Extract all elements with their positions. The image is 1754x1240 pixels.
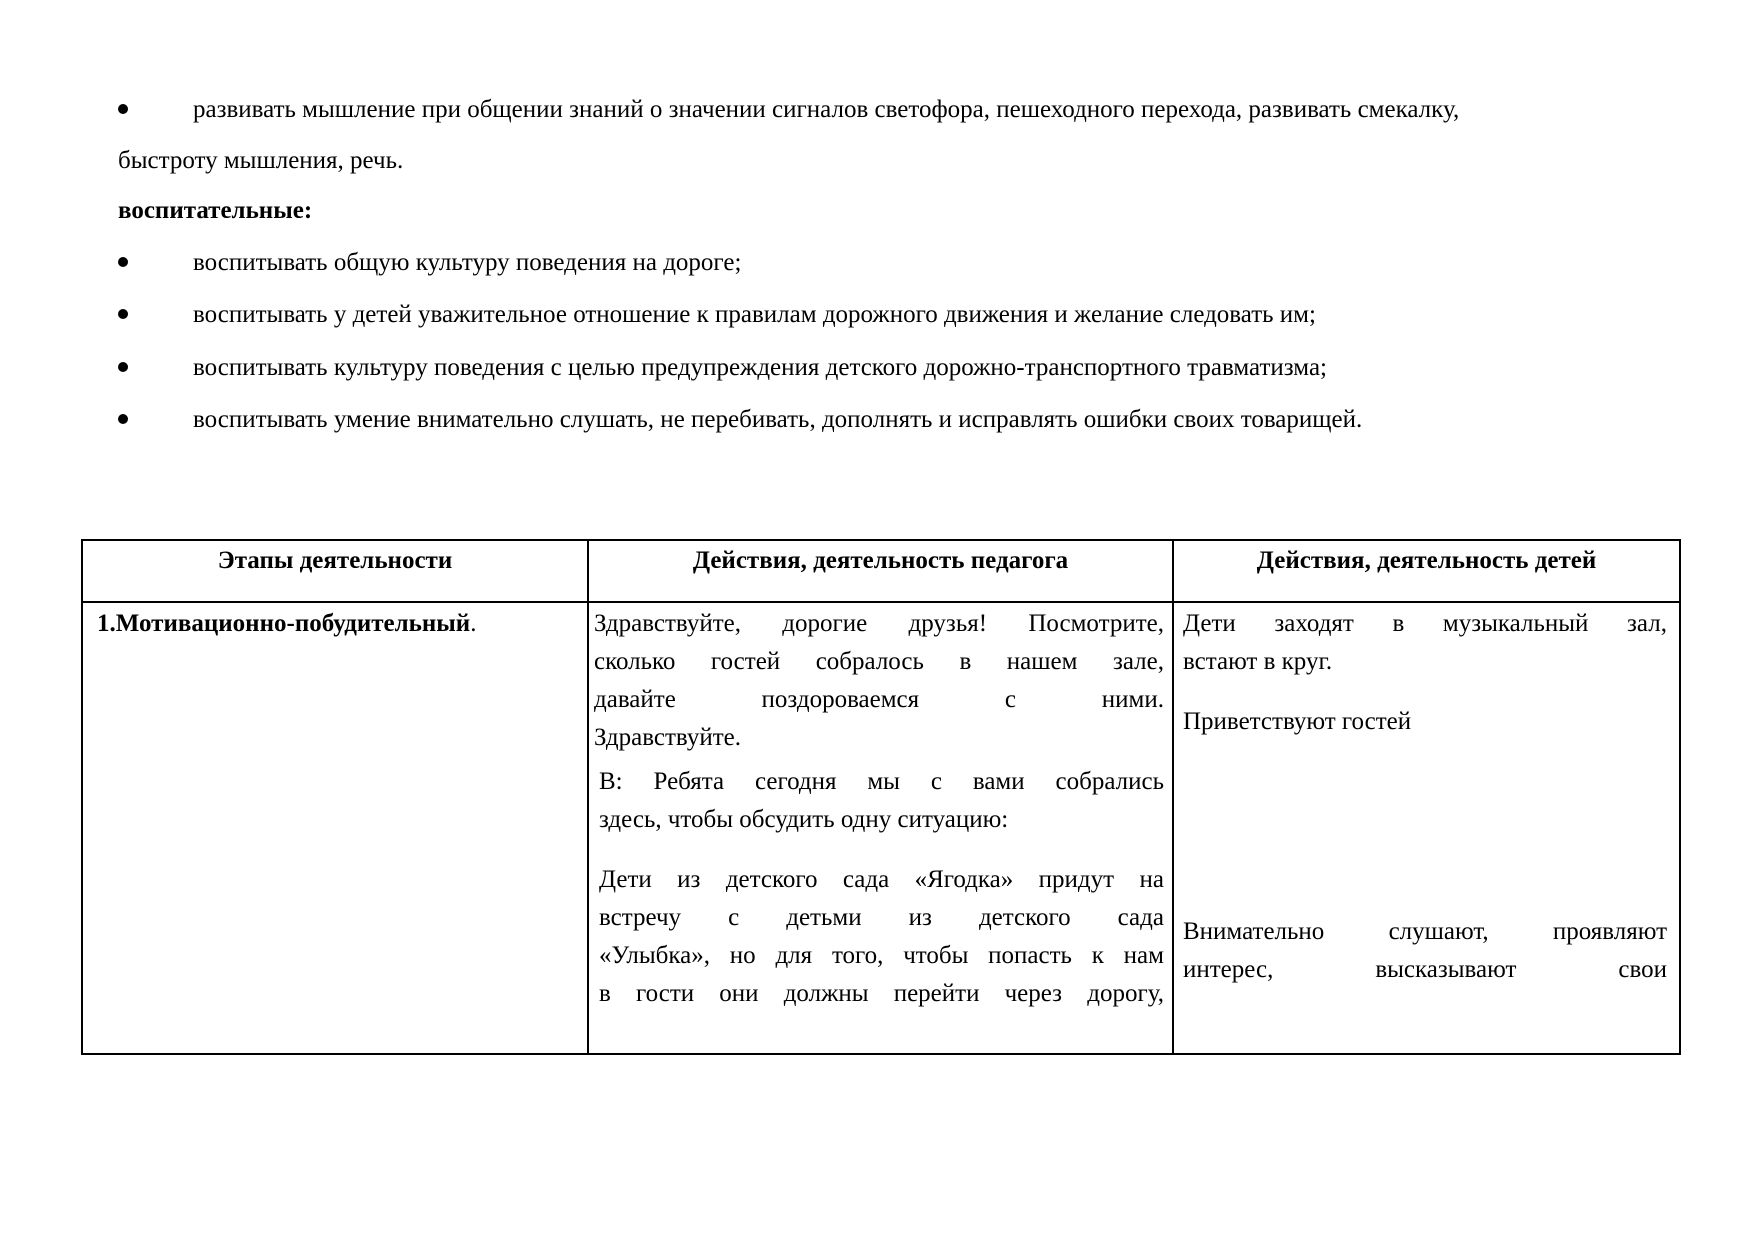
- word: Дети: [599, 866, 652, 893]
- word: в: [1392, 610, 1405, 637]
- word: гостей: [710, 648, 781, 675]
- teacher-cell: [594, 605, 1164, 757]
- word: «Улыбка»,: [599, 942, 710, 969]
- bullet-text: воспитывать культуру поведения с целью предупреждения детского дорожно-транспортного травматизма;: [193, 354, 1327, 381]
- stage-title: 1.Мотивационно-побудительный: [97, 610, 471, 637]
- word: детского: [978, 904, 1071, 931]
- word: сада: [1117, 904, 1164, 931]
- word: сегодня: [754, 768, 837, 795]
- word: к: [1091, 942, 1104, 969]
- activity-table: [81, 539, 1681, 1055]
- word: детьми: [786, 904, 862, 931]
- word: того,: [831, 942, 884, 969]
- word: с: [728, 904, 740, 931]
- word: ними.: [1101, 686, 1164, 713]
- word: собрались: [1055, 768, 1164, 795]
- header-children: Действия, деятельность детей: [1256, 547, 1597, 574]
- word: с: [1004, 686, 1017, 713]
- header-stages: Этапы деятельности: [217, 547, 453, 574]
- children-cell-p2: [1183, 703, 1667, 741]
- word: свои: [1618, 956, 1667, 983]
- children-paragraph-1: [1183, 605, 1667, 681]
- bullet-text: воспитывать умение внимательно слушать, не перебивать, дополнять и исправлять ошибки своих товарищей.: [193, 406, 1363, 433]
- word: из: [677, 866, 701, 893]
- text-line: здесь, чтобы обсудить одну ситуацию:: [599, 806, 1009, 833]
- bullet-text: воспитывать общую культуру поведения на дороге;: [193, 249, 742, 276]
- children-paragraph-3: [1183, 913, 1667, 989]
- word: придут: [1038, 866, 1115, 893]
- word: в: [599, 980, 611, 1007]
- header-teacher: Действия, деятельность педагога: [692, 547, 1069, 574]
- word: Посмотрите,: [1028, 610, 1164, 637]
- bullet-text: воспитывать у детей уважительное отношение к правилам дорожного движения и желание следовать им;: [193, 301, 1316, 328]
- text-line: [599, 975, 1164, 1013]
- word: перейти: [893, 980, 980, 1007]
- word: дорогу,: [1087, 980, 1164, 1007]
- word: зал,: [1627, 610, 1667, 637]
- text-line: [599, 899, 1164, 937]
- word: попасть: [988, 942, 1072, 969]
- word: нашем: [1006, 648, 1078, 675]
- word: Ребята: [653, 768, 725, 795]
- text-line: встают в круг.: [1183, 648, 1333, 675]
- bullet-icon: [118, 414, 128, 424]
- word: чтобы: [903, 942, 969, 969]
- word: вами: [972, 768, 1025, 795]
- text-line: [599, 937, 1164, 975]
- word: собралось: [815, 648, 924, 675]
- word: дорогие: [782, 610, 868, 637]
- word: друзья!: [908, 610, 988, 637]
- word: высказывают: [1375, 956, 1517, 983]
- word: давайте: [594, 686, 676, 713]
- word: Дети: [1183, 610, 1236, 637]
- column-divider: [1172, 541, 1174, 1053]
- word: слушают,: [1388, 918, 1489, 945]
- word: Внимательно: [1183, 918, 1325, 945]
- children-cell-p3: [1183, 913, 1667, 989]
- text-line: [1183, 605, 1667, 643]
- word: в: [959, 648, 972, 675]
- word: из: [908, 904, 932, 931]
- word: нам: [1123, 942, 1164, 969]
- bullet-icon: [118, 309, 128, 319]
- word: зале,: [1112, 648, 1164, 675]
- text-line: [599, 861, 1164, 899]
- bullet-icon: [118, 257, 128, 267]
- word: заходят: [1274, 610, 1354, 637]
- word: но: [729, 942, 756, 969]
- text-line: [1183, 913, 1667, 951]
- word: на: [1139, 866, 1164, 893]
- word: поздороваемся: [761, 686, 920, 713]
- text-line: [599, 763, 1164, 801]
- word: с: [930, 768, 942, 795]
- text-line: Здравствуйте.: [594, 724, 741, 751]
- text-line: [594, 681, 1164, 719]
- teacher-cell-p2: [599, 763, 1164, 839]
- word: «Ягодка»: [914, 866, 1014, 893]
- word: для: [775, 942, 813, 969]
- column-divider: [587, 541, 589, 1053]
- teacher-cell-p3: [599, 861, 1164, 1013]
- teacher-paragraph-3: [599, 861, 1164, 1013]
- word: через: [1004, 980, 1063, 1007]
- teacher-paragraph-1: [594, 605, 1164, 757]
- intro-bullet-line2: быстроту мышления, речь.: [118, 147, 404, 174]
- word: должны: [783, 980, 869, 1007]
- word: гости: [635, 980, 695, 1007]
- bullet-icon: [118, 104, 128, 114]
- word: детского: [725, 866, 818, 893]
- word: музыкальный: [1442, 610, 1589, 637]
- stage-cell: [97, 605, 476, 643]
- children-cell: [1183, 605, 1667, 681]
- text-line: [1183, 951, 1667, 989]
- text-line: [594, 643, 1164, 681]
- word: сада: [842, 866, 890, 893]
- word: интерес,: [1183, 956, 1274, 983]
- text-line: [594, 605, 1164, 643]
- intro-bullet-line1: развивать мышление при общении знаний о значении сигналов светофора, пешеходного перехода, развивать смекалку,: [193, 96, 1460, 123]
- word: В:: [599, 768, 623, 795]
- children-paragraph-2: Приветствуют гостей: [1183, 708, 1412, 735]
- word: они: [719, 980, 759, 1007]
- word: встречу: [599, 904, 682, 931]
- word: мы: [867, 768, 900, 795]
- word: Здравствуйте,: [594, 610, 741, 637]
- stage-title-dot: .: [470, 610, 477, 637]
- bullet-icon: [118, 362, 128, 372]
- header-divider: [83, 601, 1679, 603]
- section-heading: воспитательные:: [118, 197, 313, 224]
- word: сколько: [594, 648, 676, 675]
- teacher-paragraph-2: [599, 763, 1164, 839]
- word: проявляют: [1552, 918, 1667, 945]
